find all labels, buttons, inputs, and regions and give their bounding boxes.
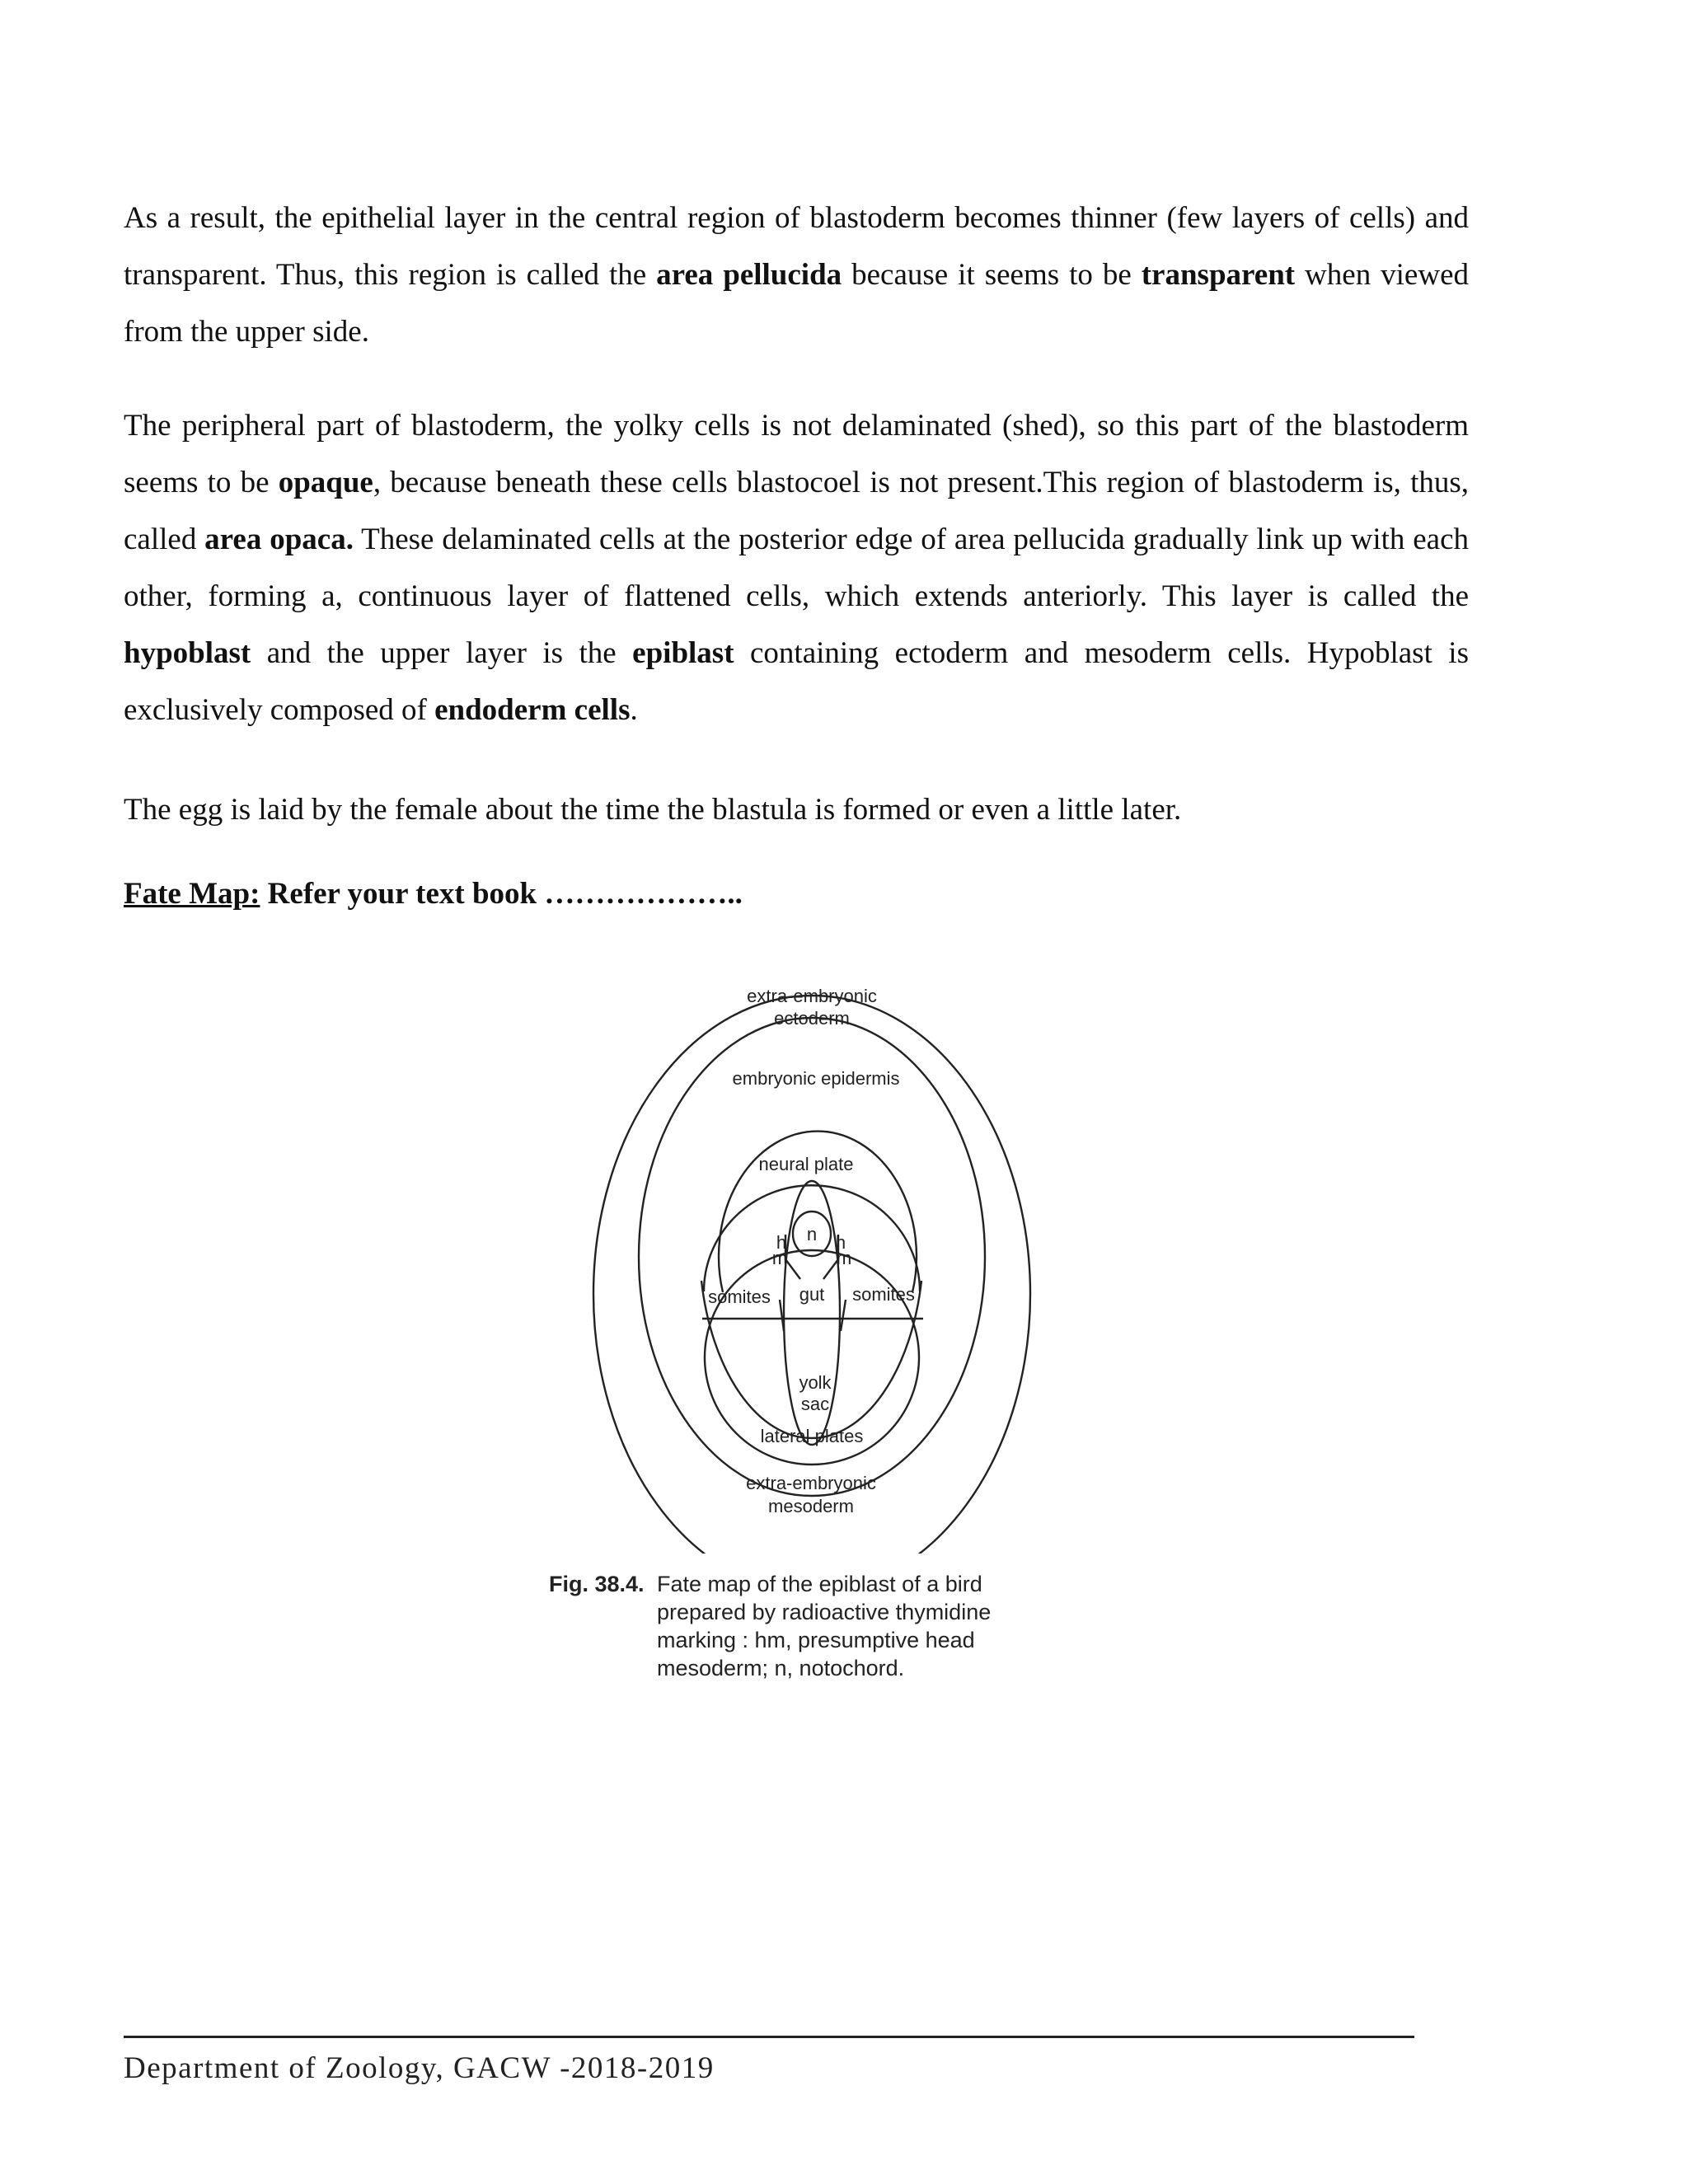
label-extra-embryonic-ectoderm-1: extra-embryonic [747, 986, 877, 1006]
term-epiblast: epiblast [632, 636, 734, 670]
label-m-right: m [836, 1248, 852, 1268]
label-sac: sac [800, 1394, 830, 1414]
term-hypoblast: hypoblast [124, 636, 251, 670]
text-run: . [630, 693, 638, 727]
label-extra-embryonic-mesoderm-1: extra-embryonic [746, 1473, 876, 1493]
paragraph-egg-laid: The egg is laid by the female about the time the blastula is formed or even a little later. [124, 793, 1182, 827]
figure-caption-label: Fig. 38.4. [549, 1572, 645, 1596]
fate-map-heading [124, 876, 743, 912]
term-transparent: transparent [1141, 258, 1296, 292]
somite-gut-divider-right [841, 1300, 846, 1331]
fate-map-label: Fate Map: [124, 877, 260, 911]
fate-map-figure [528, 985, 1055, 1554]
label-lateral-plates: lateral plates [760, 1426, 864, 1446]
text-run: because it seems to be [842, 258, 1142, 292]
fate-map-text: Refer your text book ……………….. [260, 877, 743, 911]
term-opaque: opaque [278, 466, 373, 499]
label-somites-left: somites [708, 1286, 771, 1307]
label-gut: gut [799, 1284, 825, 1305]
term-area-pellucida: area pellucida [656, 258, 842, 292]
page-footer: Department of Zoology, GACW -2018-2019 [124, 2051, 715, 2085]
paragraph-area-opaca [124, 397, 1469, 738]
text-run: containing ectoderm and mesoderm cells. Hypoblast is exclusively composed of [124, 636, 1469, 727]
label-m-left: m [771, 1248, 788, 1268]
label-neural-plate: neural plate [758, 1154, 854, 1174]
footer-rule [124, 2036, 1414, 2038]
label-embryonic-epidermis: embryonic epidermis [732, 1068, 900, 1089]
figure-caption-text: Fate map of the epiblast of a bird prepared by radioactive thymidine marking : hm, presumptive head mesoderm; n, notochord. [657, 1572, 992, 1680]
label-h-left: h [776, 1232, 787, 1253]
label-h-right: h [835, 1232, 846, 1253]
text-run: , because beneath these cells blastocoel is not present.This region of blastoderm is, thus, called [124, 466, 1469, 556]
text-run: The peripheral part of blastoderm, the yolky cells is not delaminated (shed), so this part of the blastoderm seems to be [124, 409, 1469, 499]
text-run: As a result, the epithelial layer in the central region of blastoderm becomes thinner (few layers of cells) and transparent. Thus, this region is called the [124, 201, 1469, 292]
label-yolk: yolk [799, 1372, 832, 1393]
paragraph-area-pellucida [124, 190, 1469, 360]
label-somites-right: somites [852, 1284, 915, 1305]
label-extra-embryonic-ectoderm-2: ectoderm [774, 1008, 850, 1029]
text-run: These delaminated cells at the posterior edge of area pellucida gradually link up with each other, forming a, continuous layer of flattened cells, which extends anteriorly. This layer is called the [124, 523, 1469, 613]
label-extra-embryonic-mesoderm-2: mesoderm [768, 1496, 854, 1516]
term-endoderm-cells: endoderm cells [434, 693, 631, 727]
text-run: when viewed from the upper side. [124, 258, 1470, 349]
label-notochord: n [806, 1224, 818, 1244]
text-run: and the upper layer is the [251, 636, 633, 670]
term-area-opaca: area opaca. [204, 523, 354, 556]
